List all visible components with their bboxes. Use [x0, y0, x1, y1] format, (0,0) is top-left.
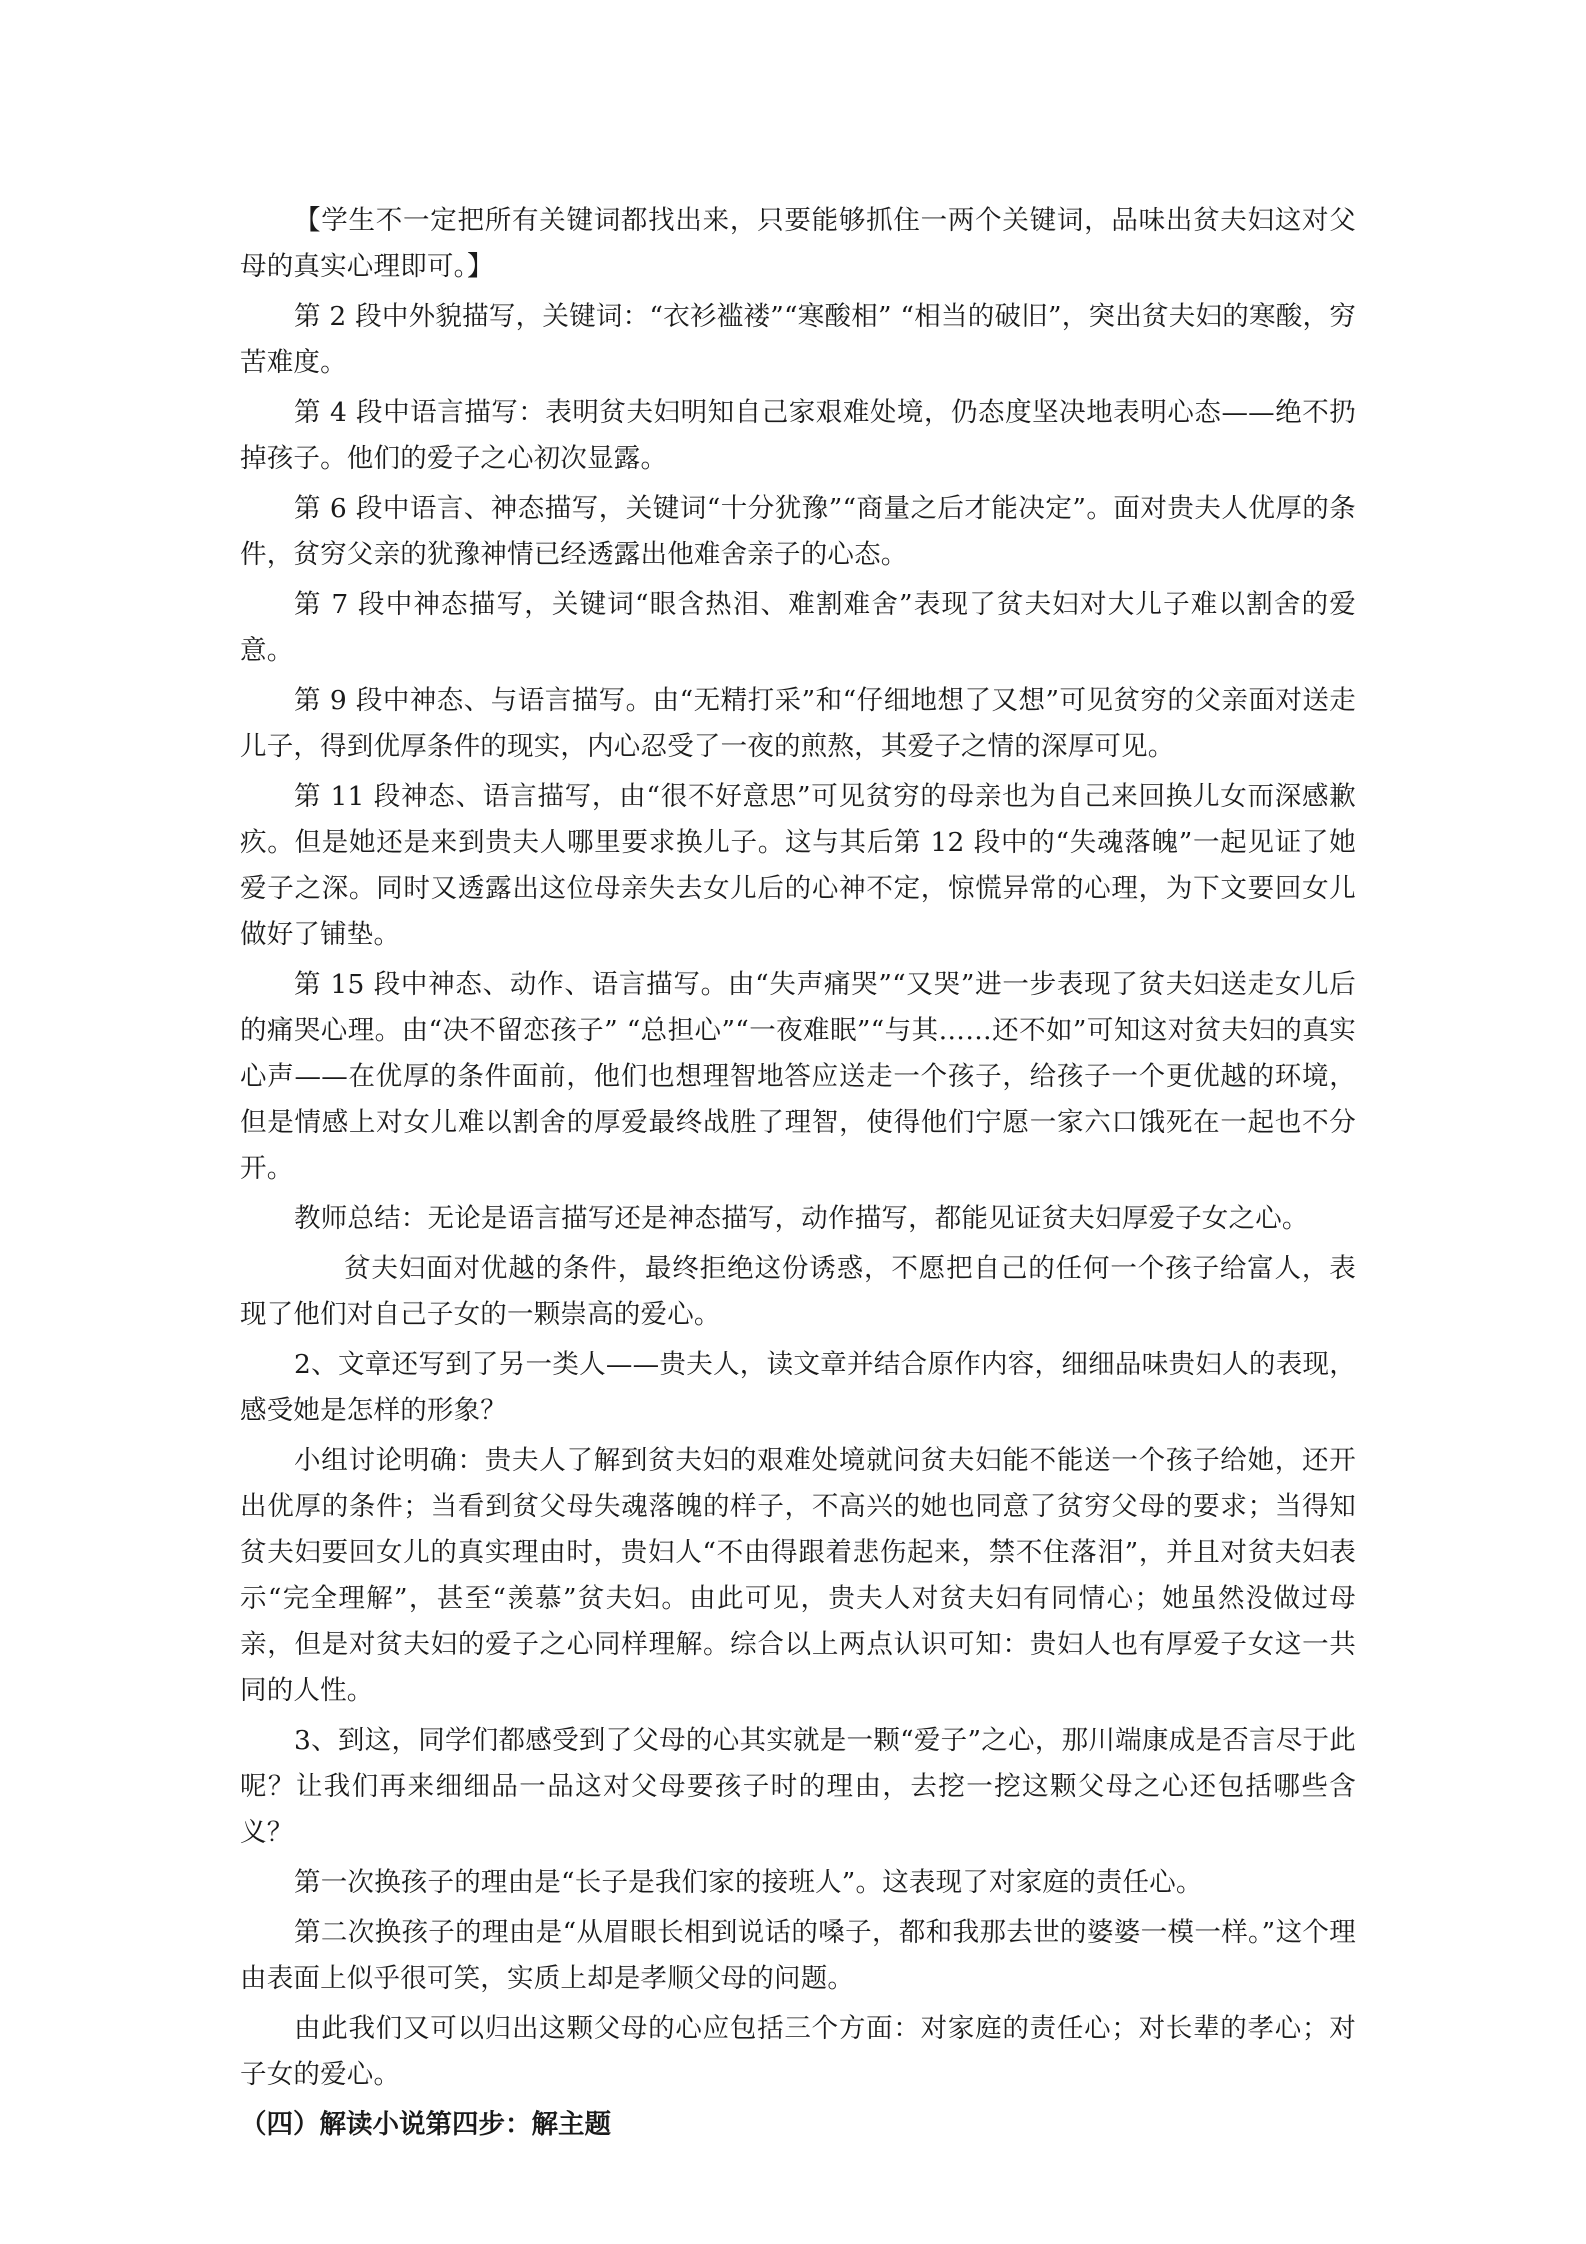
paragraph-4-language: 第 4 段中语言描写：表明贫夫妇明知自己家艰难处境，仍态度坚决地表明心态——绝不扔掉孩子。他们的爱子之心初次显露。 [240, 397, 1356, 474]
paragraph-15-expression: 第 15 段中神态、动作、语言描写。由“失声痛哭”“又哭”进一步表现了贫夫妇送走女儿后的痛哭心理。由“决不留恋孩子” “总担心”“一夜难眠”“与其……还不如”可知这对贫夫妇的真实心声——在优厚的条件面前，他们也想理智地答应送走一个孩子，给孩子一个更优越的环境，但是情感上对女儿难以割舍的厚爱最终战胜了理智，使得他们宁愿一家六口饿死在一起也不分开。 [240, 969, 1356, 1184]
question-2: 2、文章还写到了另一类人——贵夫人，读文章并结合原作内容，细细品味贵妇人的表现，感受她是怎样的形象？ [240, 1349, 1356, 1426]
group-discussion: 小组讨论明确：贵夫人了解到贫夫妇的艰难处境就问贫夫妇能不能送一个孩子给她，还开出优厚的条件；当看到贫父母失魂落魄的样子，不高兴的她也同意了贫穷父母的要求；当得知贫夫妇要回女儿的真实理由时，贵妇人“不由得跟着悲伤起来，禁不住落泪”，并且对贫夫妇表示“完全理解”，甚至“羡慕”贫夫妇。由此可见，贵夫人对贫夫妇有同情心；她虽然没做过母亲，但是对贫夫妇的爱子之心同样理解。综合以上两点认识可知：贵妇人也有厚爱子女这一共同的人性。 [240, 1445, 1356, 1706]
conclusion-paragraph: 由此我们又可以归出这颗父母的心应包括三个方面：对家庭的责任心；对长辈的孝心；对子女的爱心。 [240, 2013, 1356, 2090]
paragraph-2-appearance: 第 2 段中外貌描写，关键词：“衣衫褴褛”“寒酸相” “相当的破旧”，突出贫夫妇的寒酸，穷苦难度。 [240, 301, 1356, 378]
paragraph-7-expression: 第 7 段中神态描写，关键词“眼含热泪、难割难舍”表现了贫夫妇对大儿子难以割舍的爱意。 [240, 589, 1356, 666]
paragraph-9-expression: 第 9 段中神态、与语言描写。由“无精打采”和“仔细地想了又想”可见贫穷的父亲面对送走儿子，得到优厚条件的现实，内心忍受了一夜的煎熬，其爱子之情的深厚可见。 [240, 685, 1356, 762]
paragraph-6-language-expression: 第 6 段中语言、神态描写，关键词“十分犹豫”“商量之后才能决定”。面对贵夫人优厚的条件，贫穷父亲的犹豫神情已经透露出他难舍亲子的心态。 [240, 493, 1356, 570]
section-heading: （四）解读小说第四步：解主题 [240, 2109, 611, 2140]
note-paragraph: 【学生不一定把所有关键词都找出来，只要能够抓住一两个关键词，品味出贫夫妇这对父母的真实心理即可。】 [240, 205, 1356, 282]
second-exchange-reason: 第二次换孩子的理由是“从眉眼长相到说话的嗓子，都和我那去世的婆婆一模一样。”这个理由表面上似乎很可笑，实质上却是孝顺父母的问题。 [240, 1917, 1356, 1994]
teacher-summary: 教师总结：无论是语言描写还是神态描写，动作描写，都能见证贫夫妇厚爱子女之心。 [294, 1203, 1309, 1234]
document-page [240, 198, 1356, 2148]
first-exchange-reason: 第一次换孩子的理由是“长子是我们家的接班人”。这表现了对家庭的责任心。 [294, 1867, 1203, 1898]
paragraph-11-expression: 第 11 段神态、语言描写，由“很不好意思”可见贫穷的母亲也为自己来回换儿女而深感歉疚。但是她还是来到贵夫人哪里要求换儿子。这与其后第 12 段中的“失魂落魄”一起见证了她爱子之深。同时又透露出这位母亲失去女儿后的心神不定，惊慌异常的心理，为下文要回女儿做好了铺垫。 [240, 781, 1356, 950]
summary-continuation: 贫夫妇面对优越的条件，最终拒绝这份诱惑，不愿把自己的任何一个孩子给富人，表现了他们对自己子女的一颗崇高的爱心。 [240, 1253, 1356, 1330]
question-3: 3、到这，同学们都感受到了父母的心其实就是一颗“爱子”之心，那川端康成是否言尽于此呢？让我们再来细细品一品这对父母要孩子时的理由，去挖一挖这颗父母之心还包括哪些含义？ [240, 1725, 1356, 1848]
